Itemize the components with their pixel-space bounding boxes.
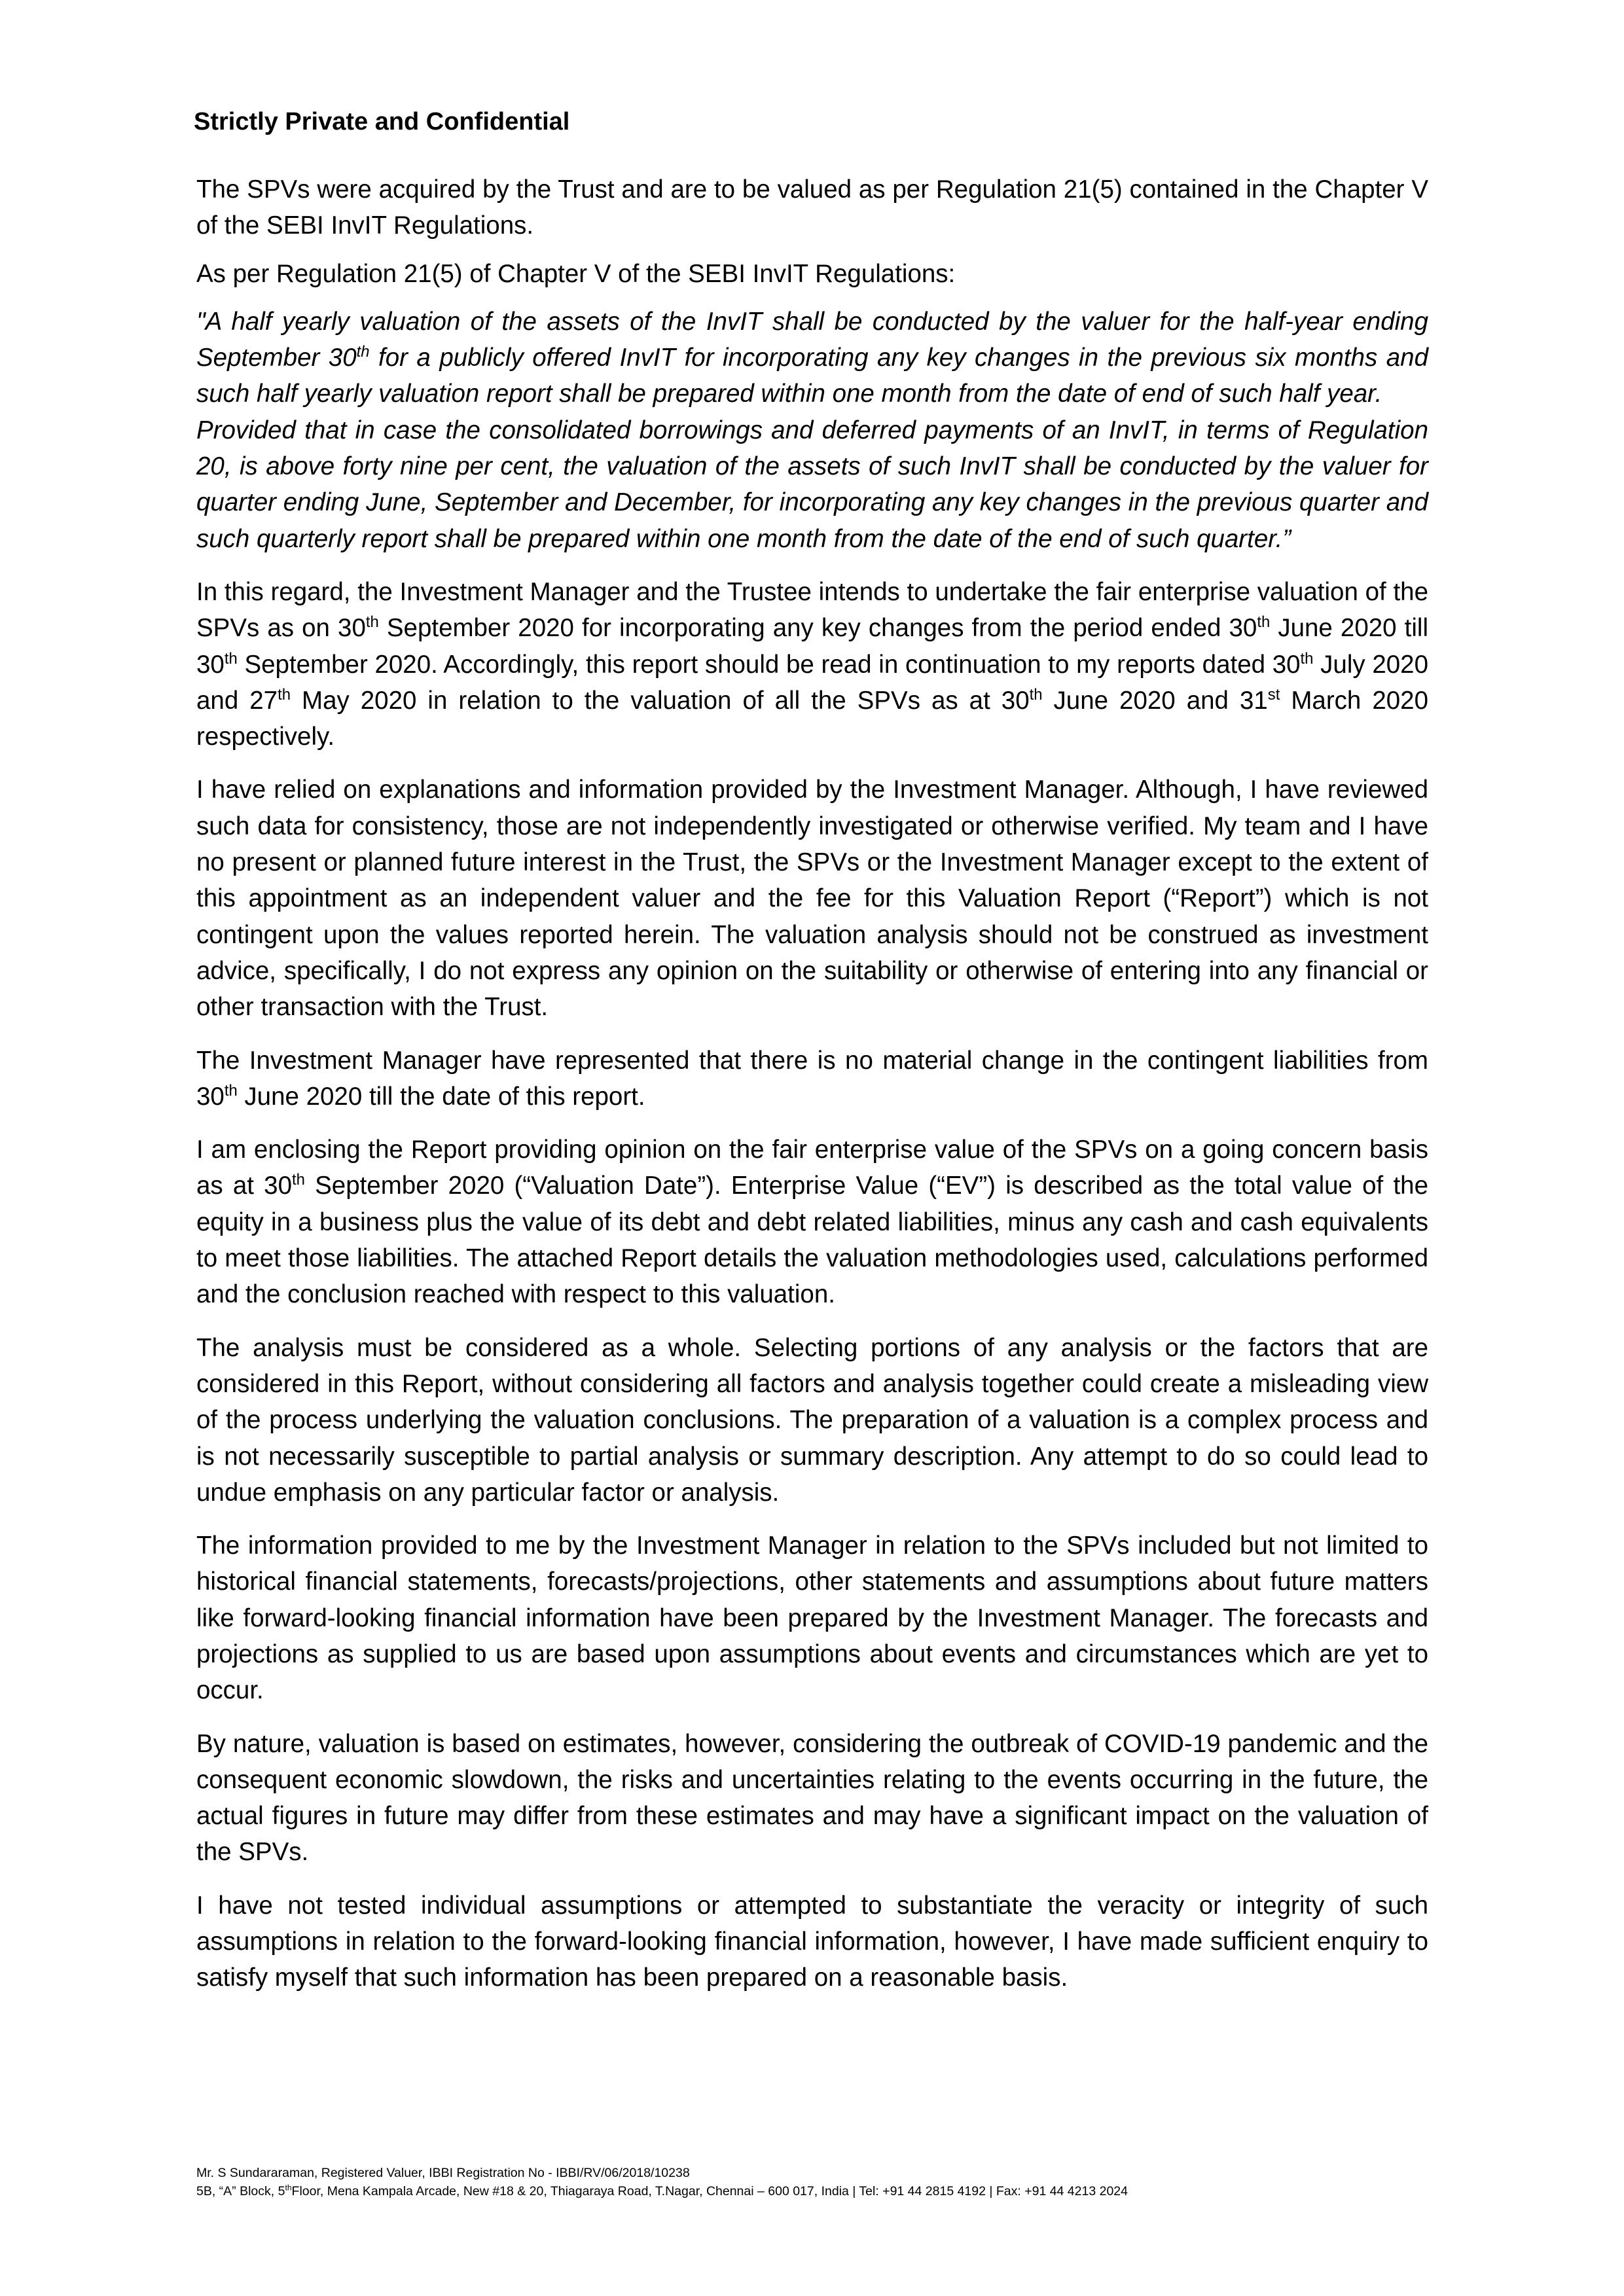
paragraph-text: September 2020 for incorporating any key changes from the period ended 30 xyxy=(378,614,1257,643)
ordinal-suffix: th xyxy=(292,1171,305,1189)
paragraph-text: May 2020 in relation to the valuation of all the SPVs as at 30 xyxy=(290,686,1030,715)
paragraph-reliance: I have relied on explanations and information provided by the Investment Manager. Although, I have reviewed such data for consistency, those are not independently investigated or otherwise verified. My team and I have no present or planned future interest in the Trust, the SPVs or the Investment Manager except to the extent of this appointment as an independent valuer and the fee for this Valuation Report (“Report”) which is not contingent upon the values reported herein. The valuation analysis should not be construed as investment advice, specifically, I do not express any opinion on the suitability or otherwise of entering into any financial or other transaction with the Trust. xyxy=(196,776,1428,1022)
footer-registration: Mr. S Sundararaman, Registered Valuer, IBBI Registration No - IBBI/RV/06/2018/10238 xyxy=(196,2166,690,2180)
footer-address xyxy=(196,2182,1434,2200)
ordinal-suffix: th xyxy=(278,686,291,704)
paragraph-valuation-scope xyxy=(196,574,1428,755)
paragraph-text: June 2020 till 30 xyxy=(196,614,1428,679)
ordinal-suffix: st xyxy=(1267,686,1280,704)
paragraph-enterprise-value xyxy=(196,1132,1428,1312)
ordinal-suffix: th xyxy=(285,2183,292,2193)
page-footer xyxy=(196,2164,1434,2200)
paragraph-text: June 2020 and 31 xyxy=(1042,686,1268,715)
ordinal-suffix: th xyxy=(1300,649,1314,668)
ordinal-suffix: th xyxy=(224,1082,238,1100)
paragraph-assumptions: I have not tested individual assumptions or attempted to substantiate the veracity or integrity of such assumptions in relation to the forward-looking financial information, however, I have made sufficient enquiry to satisfy myself that such information has been prepared on a reasonable basis. xyxy=(196,1891,1428,1992)
confidentiality-header: Strictly Private and Confidential xyxy=(194,108,570,135)
paragraph-text: In this regard, the Investment Manager and the Trustee intends to undertake the fair enterprise valuation of the SPVs as on 30 xyxy=(196,577,1428,643)
footer-text: 5B, “A” Block, 5 xyxy=(196,2184,285,2198)
ordinal-suffix: th xyxy=(365,613,379,632)
paragraph-covid-estimates: By nature, valuation is based on estimates, however, considering the outbreak of COVID-19 pandemic and the consequent economic slowdown, the risks and uncertainties relating to the events occurring in the future, the actual figures in future may differ from these estimates and may have a significant impact on the valuation of the SPVs. xyxy=(196,1729,1428,1867)
paragraph-spv-acquisition: The SPVs were acquired by the Trust and are to be valued as per Regulation 21(5) contained in the Chapter V of the SEBI InvIT Regulations. xyxy=(196,175,1428,240)
paragraph-text: September 2020 (“Valuation Date”). Enterprise Value (“EV”) is described as the total value of the equity in a business plus the value of its debt and debt related liabilities, minus any cash and cash equivalents to meet those liabilities. The attached Report details the valuation methodologies used, calculations performed and the conclusion reached with respect to this valuation. xyxy=(196,1172,1428,1309)
paragraph-contingent-liabilities xyxy=(196,1043,1428,1115)
ordinal-suffix: th xyxy=(1029,686,1043,704)
paragraph-text: March 2020 respectively. xyxy=(196,686,1428,751)
ordinal-suffix: th xyxy=(224,649,238,668)
paragraph-analysis-whole: The analysis must be considered as a whole. Selecting portions of any analysis or the factors that are considered in this Report, without considering all factors and analysis together could create a misleading view of the process underlying the valuation conclusions. The preparation of a valuation is a complex process and is not necessarily susceptible to partial analysis or summary description. Any attempt to do so could lead to undue emphasis on any particular factor or analysis. xyxy=(196,1333,1428,1507)
paragraph-information-provided: The information provided to me by the Investment Manager in relation to the SPVs included but not limited to historical financial statements, forecasts/projections, other statements and assumptions about future matters like forward-looking financial information have been prepared by the Investment Manager. The forecasts and projections as supplied to us are based upon assumptions about events and circumstances which are yet to occur. xyxy=(196,1532,1428,1705)
paragraph-text: September 2020. Accordingly, this report should be read in continuation to my reports dated 30 xyxy=(237,650,1301,679)
paragraph-text: The Investment Manager have represented that there is no material change in the contingent liabilities from 30 xyxy=(196,1046,1428,1111)
paragraph-text: I am enclosing the Report providing opinion on the fair enterprise value of the SPVs on a going concern basis as at 30 xyxy=(196,1136,1428,1200)
quote-text: "A half yearly valuation of the assets of the InvIT shall be conducted by the valuer for the half-year ending September 30 xyxy=(196,307,1428,372)
footer-text: Floor, Mena Kampala Arcade, New #18 & 20, Thiagaraya Road, T.Nagar, Chennai – 600 017, India | Tel: +91 44 2815 4192 | Fax: +91 44 4213 2024 xyxy=(291,2184,1128,2198)
ordinal-suffix: th xyxy=(1257,613,1271,632)
paragraph-text: July 2020 and 27 xyxy=(196,650,1428,715)
letter-body xyxy=(196,171,1428,2013)
regulation-quote-proviso: Provided that in case the consolidated borrowings and deferred payments of an InvIT, in terms of Regulation 20, is above forty nine per cent, the valuation of the assets of such InvIT shall be conducted by the valuer for quarter ending June, September and December, for incorporating any key changes in the previous quarter and such quarterly report shall be prepared within one month from the date of the end of such quarter.” xyxy=(196,416,1428,553)
paragraph-text: June 2020 till the date of this report. xyxy=(237,1082,645,1111)
quote-text: for a publicly offered InvIT for incorporating any key changes in the previous six months and such half yearly valuation report shall be prepared within one month from the date of end of such half year. xyxy=(196,344,1428,408)
regulation-quote-half-yearly xyxy=(196,304,1428,412)
paragraph-regulation-intro: As per Regulation 21(5) of Chapter V of the SEBI InvIT Regulations: xyxy=(196,259,956,288)
ordinal-suffix: th xyxy=(356,343,370,361)
